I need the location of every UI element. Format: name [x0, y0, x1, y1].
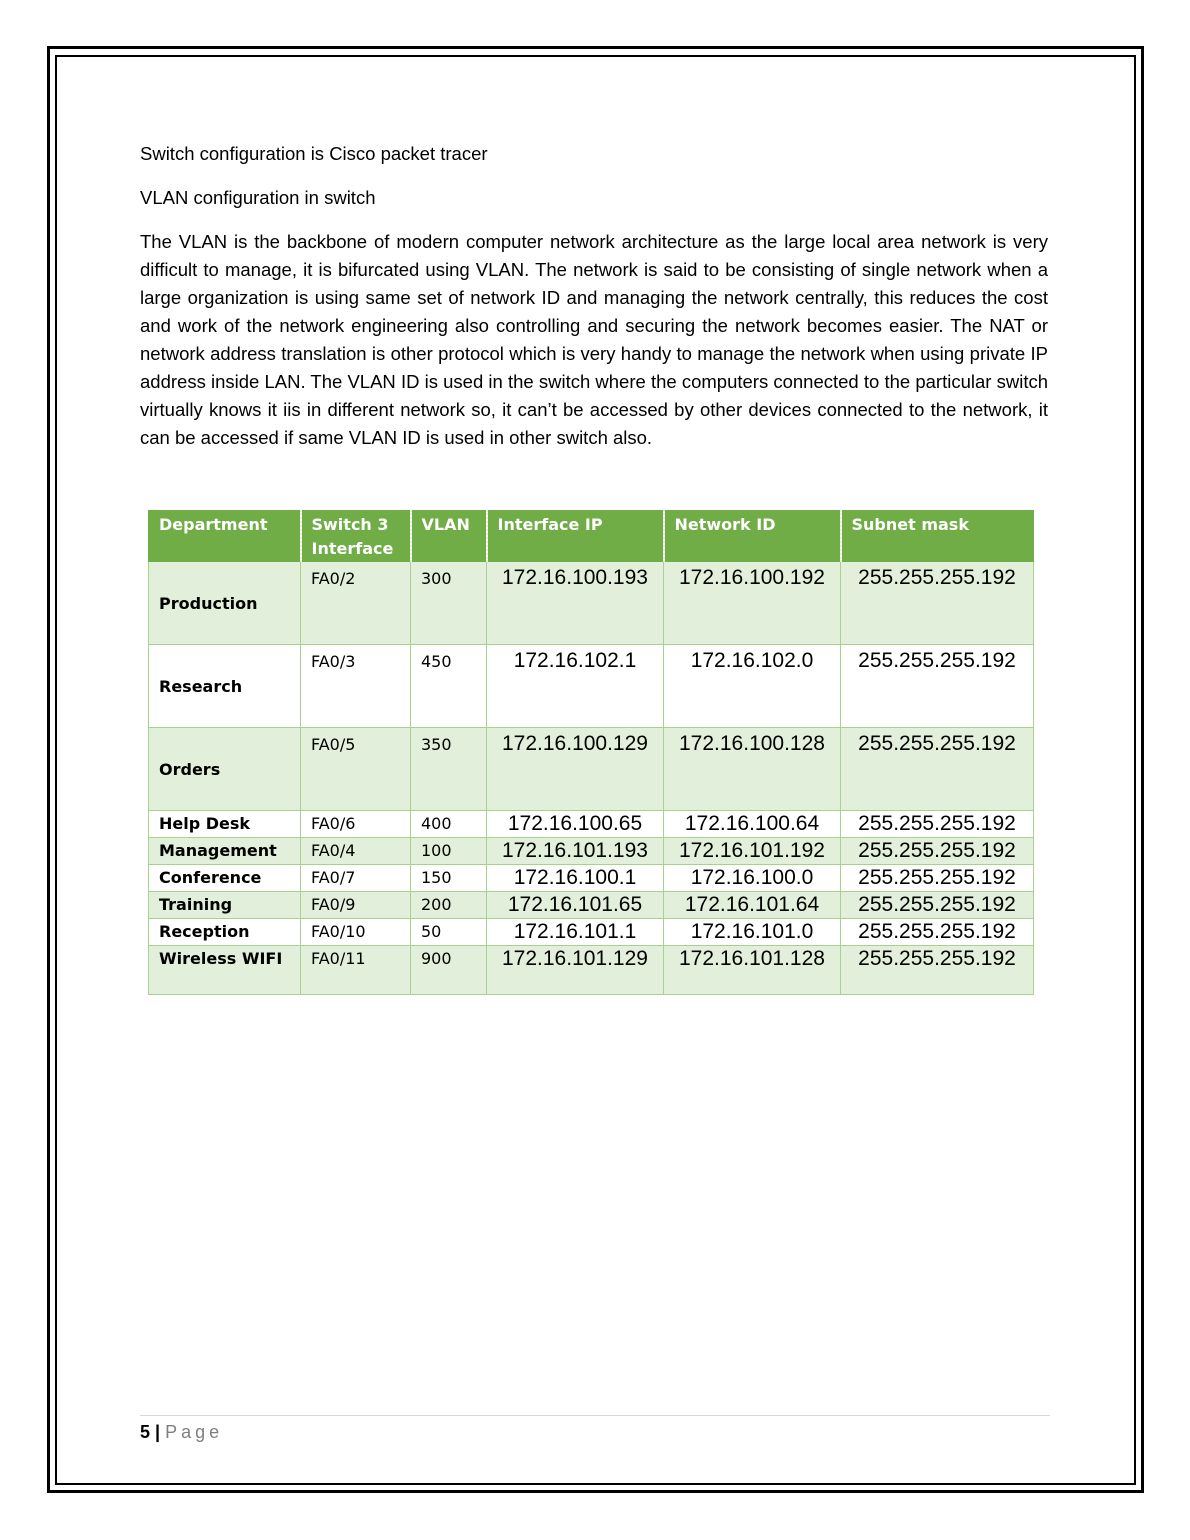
cell-interface-ip: 172.16.101.65	[487, 892, 664, 919]
table-row	[149, 865, 1034, 892]
page-number: 5	[140, 1422, 151, 1442]
table-row	[149, 946, 1034, 995]
cell-department: Production	[149, 562, 301, 645]
cell-interface-ip: 172.16.100.65	[487, 811, 664, 838]
cell-vlan: 50	[411, 919, 487, 946]
cell-network-id: 172.16.101.0	[664, 919, 841, 946]
table-row	[149, 645, 1034, 728]
cell-department: Orders	[149, 728, 301, 811]
cell-subnet-mask: 255.255.255.192	[841, 919, 1034, 946]
subsection-heading: VLAN configuration in switch	[140, 187, 376, 208]
cell-department: Research	[149, 645, 301, 728]
cell-subnet-mask: 255.255.255.192	[841, 562, 1034, 645]
page-label: Page	[165, 1422, 224, 1442]
cell-vlan: 200	[411, 892, 487, 919]
cell-subnet-mask: 255.255.255.192	[841, 865, 1034, 892]
cell-department: Reception	[149, 919, 301, 946]
document-body	[140, 140, 1048, 452]
cell-subnet-mask: 255.255.255.192	[841, 645, 1034, 728]
cell-interface: FA0/4	[301, 838, 411, 865]
cell-interface: FA0/9	[301, 892, 411, 919]
cell-network-id: 172.16.100.0	[664, 865, 841, 892]
cell-subnet-mask: 255.255.255.192	[841, 811, 1034, 838]
cell-interface-ip: 172.16.101.1	[487, 919, 664, 946]
page-separator: |	[155, 1422, 161, 1442]
table-row	[149, 811, 1034, 838]
cell-interface: FA0/10	[301, 919, 411, 946]
table-row	[149, 728, 1034, 811]
cell-interface-ip: 172.16.101.193	[487, 838, 664, 865]
cell-department: Training	[149, 892, 301, 919]
cell-interface-ip: 172.16.100.129	[487, 728, 664, 811]
section-heading: Switch configuration is Cisco packet tracer	[140, 143, 488, 164]
cell-vlan: 100	[411, 838, 487, 865]
table-header-row	[149, 511, 1034, 562]
cell-vlan: 900	[411, 946, 487, 995]
cell-interface: FA0/2	[301, 562, 411, 645]
cell-subnet-mask: 255.255.255.192	[841, 728, 1034, 811]
footer-divider	[140, 1415, 1050, 1416]
page-footer	[140, 1420, 223, 1444]
cell-vlan: 300	[411, 562, 487, 645]
cell-department: Help Desk	[149, 811, 301, 838]
cell-interface: FA0/7	[301, 865, 411, 892]
header-network-id: Network ID	[664, 511, 841, 562]
vlan-table	[148, 510, 1034, 995]
cell-vlan: 150	[411, 865, 487, 892]
table-row	[149, 562, 1034, 645]
cell-department: Wireless WIFI	[149, 946, 301, 995]
cell-network-id: 172.16.100.128	[664, 728, 841, 811]
cell-interface-ip: 172.16.100.193	[487, 562, 664, 645]
cell-interface-ip: 172.16.101.129	[487, 946, 664, 995]
cell-subnet-mask: 255.255.255.192	[841, 946, 1034, 995]
cell-vlan: 450	[411, 645, 487, 728]
cell-network-id: 172.16.102.0	[664, 645, 841, 728]
cell-network-id: 172.16.101.128	[664, 946, 841, 995]
table-row	[149, 892, 1034, 919]
header-subnet-mask: Subnet mask	[841, 511, 1034, 562]
cell-department: Conference	[149, 865, 301, 892]
cell-vlan: 350	[411, 728, 487, 811]
header-vlan: VLAN	[411, 511, 487, 562]
cell-interface: FA0/5	[301, 728, 411, 811]
cell-interface-ip: 172.16.100.1	[487, 865, 664, 892]
cell-network-id: 172.16.100.192	[664, 562, 841, 645]
body-paragraph: The VLAN is the backbone of modern computer network architecture as the large local area network is very difficult to manage, it is bifurcated using VLAN. The network is said to be consisting of single network when a large organization is using same set of network ID and managing the network centrally, this reduces the cost and work of the network engineering also controlling and securing the network becomes easier. The NAT or network address translation is other protocol which is very handy to manage the network when using private IP address inside LAN. The VLAN ID is used in the switch where the computers connected to the particular switch virtually knows it iis in different network so, it can’t be accessed by other devices connected to the network, it can be accessed if same VLAN ID is used in other switch also.	[140, 231, 1048, 448]
cell-department: Management	[149, 838, 301, 865]
cell-vlan: 400	[411, 811, 487, 838]
header-department: Department	[149, 511, 301, 562]
cell-interface-ip: 172.16.102.1	[487, 645, 664, 728]
header-switch-interface: Switch 3 Interface	[301, 511, 411, 562]
cell-interface: FA0/11	[301, 946, 411, 995]
cell-subnet-mask: 255.255.255.192	[841, 838, 1034, 865]
table-row	[149, 919, 1034, 946]
cell-interface: FA0/6	[301, 811, 411, 838]
header-interface-ip: Interface IP	[487, 511, 664, 562]
cell-subnet-mask: 255.255.255.192	[841, 892, 1034, 919]
cell-network-id: 172.16.101.192	[664, 838, 841, 865]
cell-interface: FA0/3	[301, 645, 411, 728]
cell-network-id: 172.16.101.64	[664, 892, 841, 919]
table-row	[149, 838, 1034, 865]
cell-network-id: 172.16.100.64	[664, 811, 841, 838]
